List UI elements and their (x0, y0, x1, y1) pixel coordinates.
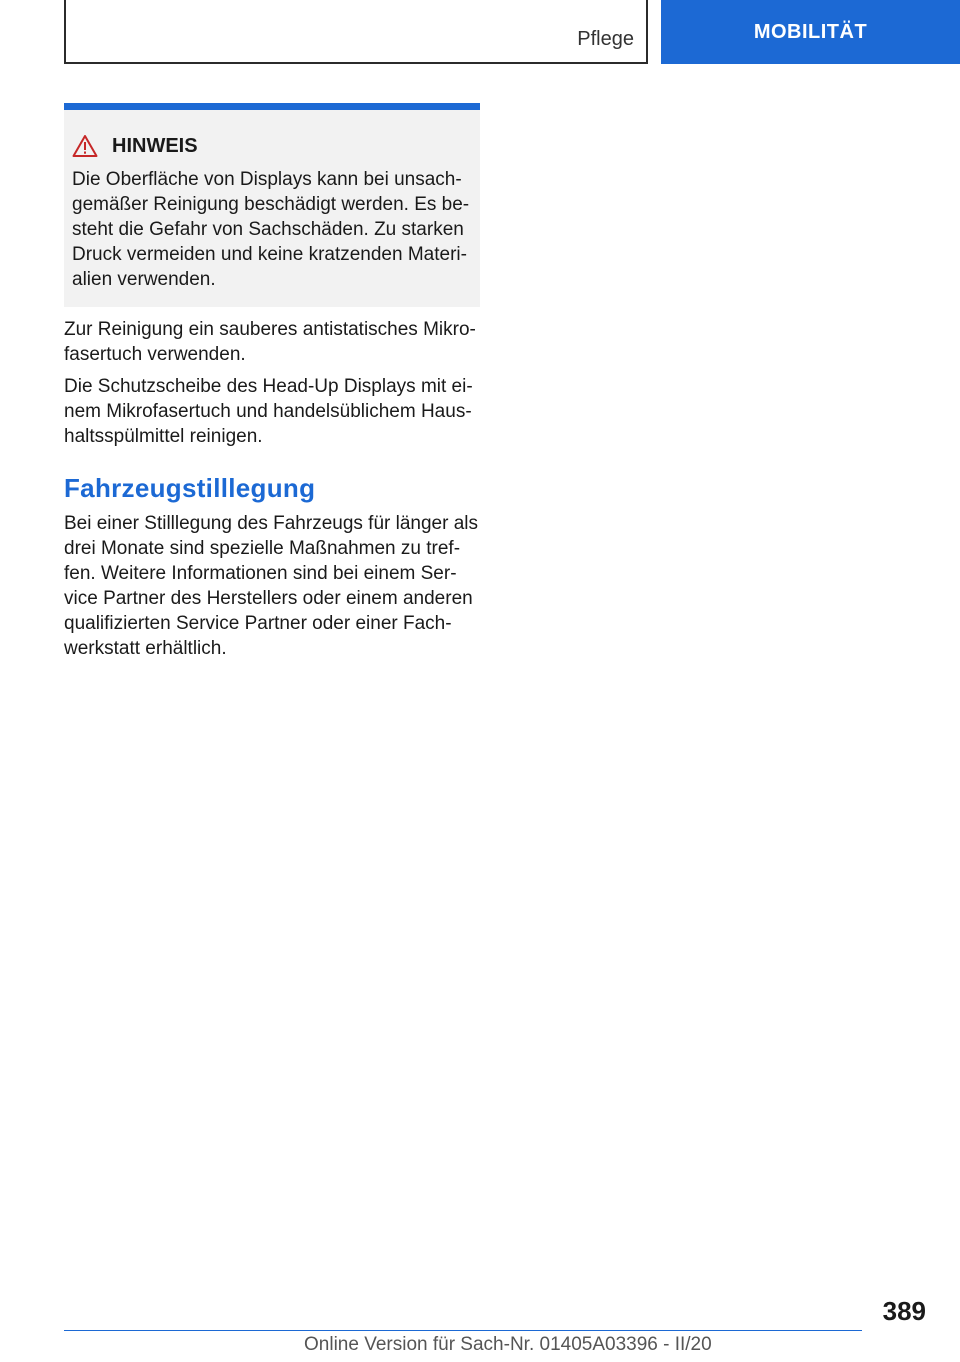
section-heading: Fahrzeugstilllegung (64, 473, 316, 503)
notice-text: Die Oberfläche von Displays kann bei unsach- gemäßer Reinigung beschädigt werden. Es be- steht die Gefahr von Sachschäden. Zu starken Druck vermeiden und keine kratzenden Materi- alien verwenden. (72, 169, 470, 290)
notice-header (72, 134, 198, 158)
page-number: 389 (882, 1296, 926, 1326)
section-title: Pflege (577, 28, 634, 50)
paragraph-decommissioning: Bei einer Stilllegung des Fahrzeugs für länger als drei Monate sind spezielle Maßnahmen zu tref- fen. Weitere Informationen sind bei einem Ser- vice Partner des Herstellers oder einem anderen qualifizierten Service Partner oder einer Fach- werkstatt erhältlich. (64, 513, 479, 659)
chapter-tab-label: MOBILITÄT (753, 20, 868, 43)
footer-divider (64, 1330, 862, 1331)
paragraph-cleaning-cloth: Zur Reinigung ein sauberes antistatisches Mikro- fasertuch verwenden. (64, 319, 476, 365)
footer-online-version: Online Version für Sach-Nr. 01405A03396 - II/20 (304, 1334, 712, 1355)
notice-title: HINWEIS (112, 134, 198, 157)
paragraph-head-up-display: Die Schutzscheibe des Head-Up Displays mit ei- nem Mikrofasertuch und handelsüblichem Haus- haltsspülmittel reinigen. (64, 376, 473, 447)
header-section-box (64, 0, 648, 64)
notice-box (64, 103, 480, 307)
chapter-tab[interactable] (661, 0, 960, 64)
warning-triangle-icon (72, 134, 98, 158)
